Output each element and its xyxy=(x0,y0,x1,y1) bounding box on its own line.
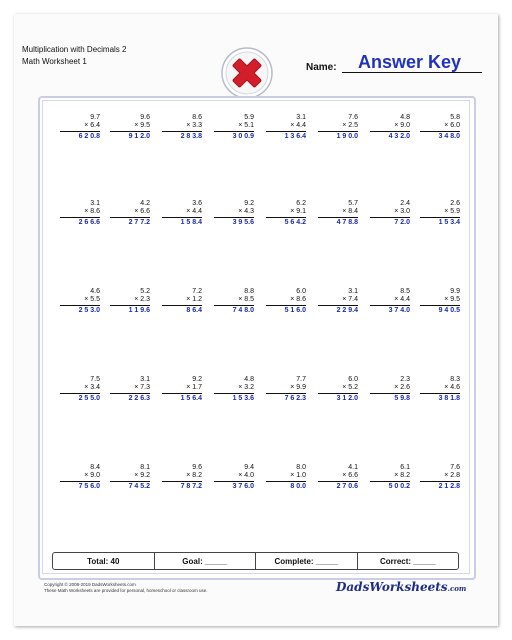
multiplicand: 7.6 xyxy=(348,114,358,121)
answer-value: 2 7 0.6 xyxy=(336,483,358,490)
problem-item xyxy=(370,288,410,315)
answer-value: 5 9.8 xyxy=(394,395,410,402)
score-bar xyxy=(52,552,459,570)
footer-text xyxy=(44,582,208,594)
multiplier: × 4.4 xyxy=(186,208,202,215)
answer-value: 3 9 5.6 xyxy=(232,219,254,226)
answer-value: 5 0 0.2 xyxy=(388,483,410,490)
problem-item xyxy=(370,376,410,403)
multiplier: × 4.6 xyxy=(444,384,460,391)
multiplicand: 4.8 xyxy=(400,114,410,121)
answer-rule xyxy=(60,481,100,482)
problem-item xyxy=(110,376,150,403)
multiplier: × 6.0 xyxy=(444,122,460,129)
answer-value: 2 1 2.8 xyxy=(438,483,460,490)
answer-rule xyxy=(266,393,306,394)
multiplicand: 6.0 xyxy=(296,288,306,295)
multiplicand: 8.6 xyxy=(192,114,202,121)
answer-value: 2 5 3.0 xyxy=(78,307,100,314)
problem-item xyxy=(214,200,254,227)
multiplier: × 7.4 xyxy=(342,296,358,303)
goal-cell: Goal: _____ xyxy=(154,553,256,569)
answer-rule xyxy=(110,131,150,132)
correct-cell: Correct: _____ xyxy=(357,553,459,569)
multiplicand: 5.2 xyxy=(140,288,150,295)
multiplier: × 5.2 xyxy=(342,384,358,391)
answer-rule xyxy=(420,481,460,482)
multiplicand: 9.4 xyxy=(244,464,254,471)
multiplier: × 8.2 xyxy=(394,472,410,479)
multiplier: × 3.3 xyxy=(186,122,202,129)
problem-item xyxy=(60,376,100,403)
answer-rule xyxy=(214,131,254,132)
copyright-text: Copyright © 2008-2019 DadsWorksheets.com xyxy=(44,582,136,587)
answer-value: 2 6 6.6 xyxy=(78,219,100,226)
problem-item xyxy=(214,376,254,403)
answer-rule xyxy=(162,393,202,394)
multiplicand: 7.7 xyxy=(296,376,306,383)
problem-item xyxy=(266,464,306,491)
worksheet-title-line1: Multiplication with Decimals 2 xyxy=(22,45,127,54)
answer-value: 1 3 6.4 xyxy=(284,133,306,140)
multiplier: × 5.1 xyxy=(238,122,254,129)
answer-value: 2 8 3.8 xyxy=(180,133,202,140)
problem-item xyxy=(420,114,460,141)
answer-rule xyxy=(214,393,254,394)
answer-value: 9 1 2.0 xyxy=(128,133,150,140)
answer-rule xyxy=(162,131,202,132)
problem-item xyxy=(214,288,254,315)
answer-rule xyxy=(420,393,460,394)
multiplier: × 1.0 xyxy=(290,472,306,479)
answer-rule xyxy=(318,131,358,132)
multiplicand: 2.4 xyxy=(400,200,410,207)
multiplier: × 3.0 xyxy=(394,208,410,215)
multiplier: × 5.5 xyxy=(84,296,100,303)
answer-rule xyxy=(162,481,202,482)
answer-value: 2 2 9.4 xyxy=(336,307,358,314)
answer-rule xyxy=(318,393,358,394)
multiplicand: 9.2 xyxy=(244,200,254,207)
problem-item xyxy=(318,200,358,227)
answer-rule xyxy=(420,305,460,306)
multiplicand: 8.8 xyxy=(244,288,254,295)
total-cell: Total: 40 xyxy=(87,556,120,566)
answer-value: 7 4 5.2 xyxy=(128,483,150,490)
worksheet-title xyxy=(22,44,126,68)
multiplicand: 8.1 xyxy=(140,464,150,471)
multiplier: × 8.5 xyxy=(238,296,254,303)
multiplicand: 3.1 xyxy=(90,200,100,207)
problem-item xyxy=(370,114,410,141)
multiplicand: 9.2 xyxy=(192,376,202,383)
answer-rule xyxy=(266,131,306,132)
worksheet-title-line2: Math Worksheet 1 xyxy=(22,57,87,66)
answer-value: 8 0.0 xyxy=(290,483,306,490)
problem-item xyxy=(266,288,306,315)
multiplicand: 7.5 xyxy=(90,376,100,383)
multiplicand: 8.3 xyxy=(450,376,460,383)
answer-rule xyxy=(318,305,358,306)
answer-value: 3 0 0.9 xyxy=(232,133,254,140)
answer-value: 7 4 8.0 xyxy=(232,307,254,314)
problem-item xyxy=(162,200,202,227)
answer-value: 5 1 6.0 xyxy=(284,307,306,314)
multiplicand: 4.2 xyxy=(140,200,150,207)
multiplier: × 6.6 xyxy=(342,472,358,479)
usage-note: These Math Worksheets are provided for personal, homeschool or classroom use. xyxy=(44,588,208,593)
problem-item xyxy=(60,288,100,315)
problem-item xyxy=(162,376,202,403)
answer-value: 3 8 1.8 xyxy=(438,395,460,402)
multiplier: × 4.4 xyxy=(394,296,410,303)
multiplier: × 2.6 xyxy=(394,384,410,391)
multiplicand: 3.1 xyxy=(296,114,306,121)
answer-rule xyxy=(318,481,358,482)
answer-rule xyxy=(60,393,100,394)
multiplicand: 4.1 xyxy=(348,464,358,471)
red-x-icon xyxy=(220,46,274,100)
answer-rule xyxy=(266,305,306,306)
multiplier: × 4.0 xyxy=(238,472,254,479)
multiplier: × 9.5 xyxy=(134,122,150,129)
multiplicand: 5.9 xyxy=(244,114,254,121)
multiplicand: 9.7 xyxy=(90,114,100,121)
answer-rule xyxy=(266,481,306,482)
multiplicand: 9.9 xyxy=(450,288,460,295)
problem-item xyxy=(420,200,460,227)
multiplier: × 9.1 xyxy=(290,208,306,215)
answer-rule xyxy=(162,217,202,218)
answer-value: 7 6 2.3 xyxy=(284,395,306,402)
problem-item xyxy=(60,200,100,227)
answer-value: 1 5 6.4 xyxy=(180,395,202,402)
problem-item xyxy=(266,114,306,141)
multiplier: × 6.6 xyxy=(134,208,150,215)
multiplicand: 6.2 xyxy=(296,200,306,207)
answer-value: 7 2.0 xyxy=(394,219,410,226)
answer-value: 2 5 5.0 xyxy=(78,395,100,402)
answer-value: 2 7 7.2 xyxy=(128,219,150,226)
multiplicand: 2.6 xyxy=(450,200,460,207)
problem-item xyxy=(162,114,202,141)
problem-item xyxy=(110,114,150,141)
answer-rule xyxy=(370,217,410,218)
multiplier: × 4.4 xyxy=(290,122,306,129)
answer-rule xyxy=(60,305,100,306)
multiplier: × 8.6 xyxy=(290,296,306,303)
multiplicand: 4.8 xyxy=(244,376,254,383)
multiplicand: 3.1 xyxy=(348,288,358,295)
answer-value: 5 6 4.2 xyxy=(284,219,306,226)
answer-key-title: Answer Key xyxy=(358,52,462,72)
answer-value: 6 2 0.8 xyxy=(78,133,100,140)
brand-name: DadsWorksheets xyxy=(336,580,448,594)
answer-rule xyxy=(370,305,410,306)
problem-item xyxy=(110,200,150,227)
multiplicand: 7.2 xyxy=(192,288,202,295)
multiplicand: 5.8 xyxy=(450,114,460,121)
answer-rule xyxy=(110,481,150,482)
multiplier: × 1.2 xyxy=(186,296,202,303)
answer-rule xyxy=(214,217,254,218)
answer-rule xyxy=(214,481,254,482)
answer-rule xyxy=(110,305,150,306)
multiplier: × 9.5 xyxy=(444,296,460,303)
problem-item xyxy=(110,288,150,315)
problem-item xyxy=(420,288,460,315)
multiplier: × 1.7 xyxy=(186,384,202,391)
problem-item xyxy=(318,114,358,141)
answer-rule xyxy=(110,217,150,218)
answer-rule xyxy=(370,131,410,132)
multiplicand: 6.0 xyxy=(348,376,358,383)
answer-value: 1 5 3.6 xyxy=(232,395,254,402)
multiplicand: 6.1 xyxy=(400,464,410,471)
answer-rule xyxy=(420,131,460,132)
answer-value: 7 8 7.2 xyxy=(180,483,202,490)
multiplicand: 3.1 xyxy=(140,376,150,383)
problem-item xyxy=(214,114,254,141)
answer-value: 3 4 8.0 xyxy=(438,133,460,140)
problem-item xyxy=(318,464,358,491)
multiplier: × 2.5 xyxy=(342,122,358,129)
problem-item xyxy=(420,464,460,491)
problem-item xyxy=(162,464,202,491)
answer-value: 1 5 8.4 xyxy=(180,219,202,226)
problem-item xyxy=(318,376,358,403)
answer-rule xyxy=(370,481,410,482)
problem-item xyxy=(214,464,254,491)
multiplier: × 8.2 xyxy=(186,472,202,479)
answer-value: 7 5 6.0 xyxy=(78,483,100,490)
answer-value: 4 7 8.8 xyxy=(336,219,358,226)
multiplier: × 2.3 xyxy=(134,296,150,303)
answer-value: 1 5 3.4 xyxy=(438,219,460,226)
multiplicand: 8.5 xyxy=(400,288,410,295)
answer-value: 1 1 9.6 xyxy=(128,307,150,314)
multiplier: × 9.2 xyxy=(134,472,150,479)
answer-rule xyxy=(110,393,150,394)
answer-value: 3 1 2.0 xyxy=(336,395,358,402)
problems-frame-inner xyxy=(42,100,470,574)
problem-item xyxy=(420,376,460,403)
multiplier: × 8.4 xyxy=(342,208,358,215)
multiplier: × 4.3 xyxy=(238,208,254,215)
problem-item xyxy=(60,464,100,491)
multiplicand: 2.3 xyxy=(400,376,410,383)
complete-cell: Complete: _____ xyxy=(255,553,357,569)
problem-item xyxy=(266,376,306,403)
multiplier: × 2.8 xyxy=(444,472,460,479)
multiplier: × 5.9 xyxy=(444,208,460,215)
problem-item xyxy=(370,200,410,227)
multiplicand: 9.6 xyxy=(140,114,150,121)
multiplier: × 6.4 xyxy=(84,122,100,129)
multiplier: × 3.2 xyxy=(238,384,254,391)
multiplicand: 3.6 xyxy=(192,200,202,207)
answer-value: 4 3 2.0 xyxy=(388,133,410,140)
multiplier: × 3.4 xyxy=(84,384,100,391)
multiplicand: 9.6 xyxy=(192,464,202,471)
answer-rule xyxy=(162,305,202,306)
answer-value: 9 4 0.5 xyxy=(438,307,460,314)
problem-item xyxy=(110,464,150,491)
answer-value: 1 9 0.0 xyxy=(336,133,358,140)
answer-rule xyxy=(60,217,100,218)
problem-item xyxy=(162,288,202,315)
answer-value: 3 7 4.0 xyxy=(388,307,410,314)
multiplier: × 8.6 xyxy=(84,208,100,215)
multiplier: × 9.0 xyxy=(394,122,410,129)
multiplicand: 8.4 xyxy=(90,464,100,471)
answer-rule xyxy=(370,393,410,394)
problem-item xyxy=(266,200,306,227)
brand-logo xyxy=(336,580,466,594)
problem-item xyxy=(60,114,100,141)
multiplicand: 8.0 xyxy=(296,464,306,471)
multiplicand: 4.6 xyxy=(90,288,100,295)
multiplier: × 9.9 xyxy=(290,384,306,391)
answer-rule xyxy=(266,217,306,218)
multiplier: × 9.0 xyxy=(84,472,100,479)
multiplicand: 5.7 xyxy=(348,200,358,207)
multiplier: × 7.3 xyxy=(134,384,150,391)
answer-value: 3 7 6.0 xyxy=(232,483,254,490)
answer-rule xyxy=(318,217,358,218)
problem-item xyxy=(370,464,410,491)
answer-rule xyxy=(214,305,254,306)
answer-value: 8 6.4 xyxy=(186,307,202,314)
problem-item xyxy=(318,288,358,315)
answer-rule xyxy=(60,131,100,132)
answer-rule xyxy=(420,217,460,218)
brand-suffix: .com xyxy=(447,584,467,593)
multiplicand: 7.6 xyxy=(450,464,460,471)
answer-value: 2 2 6.3 xyxy=(128,395,150,402)
name-label: Name: xyxy=(306,62,337,73)
